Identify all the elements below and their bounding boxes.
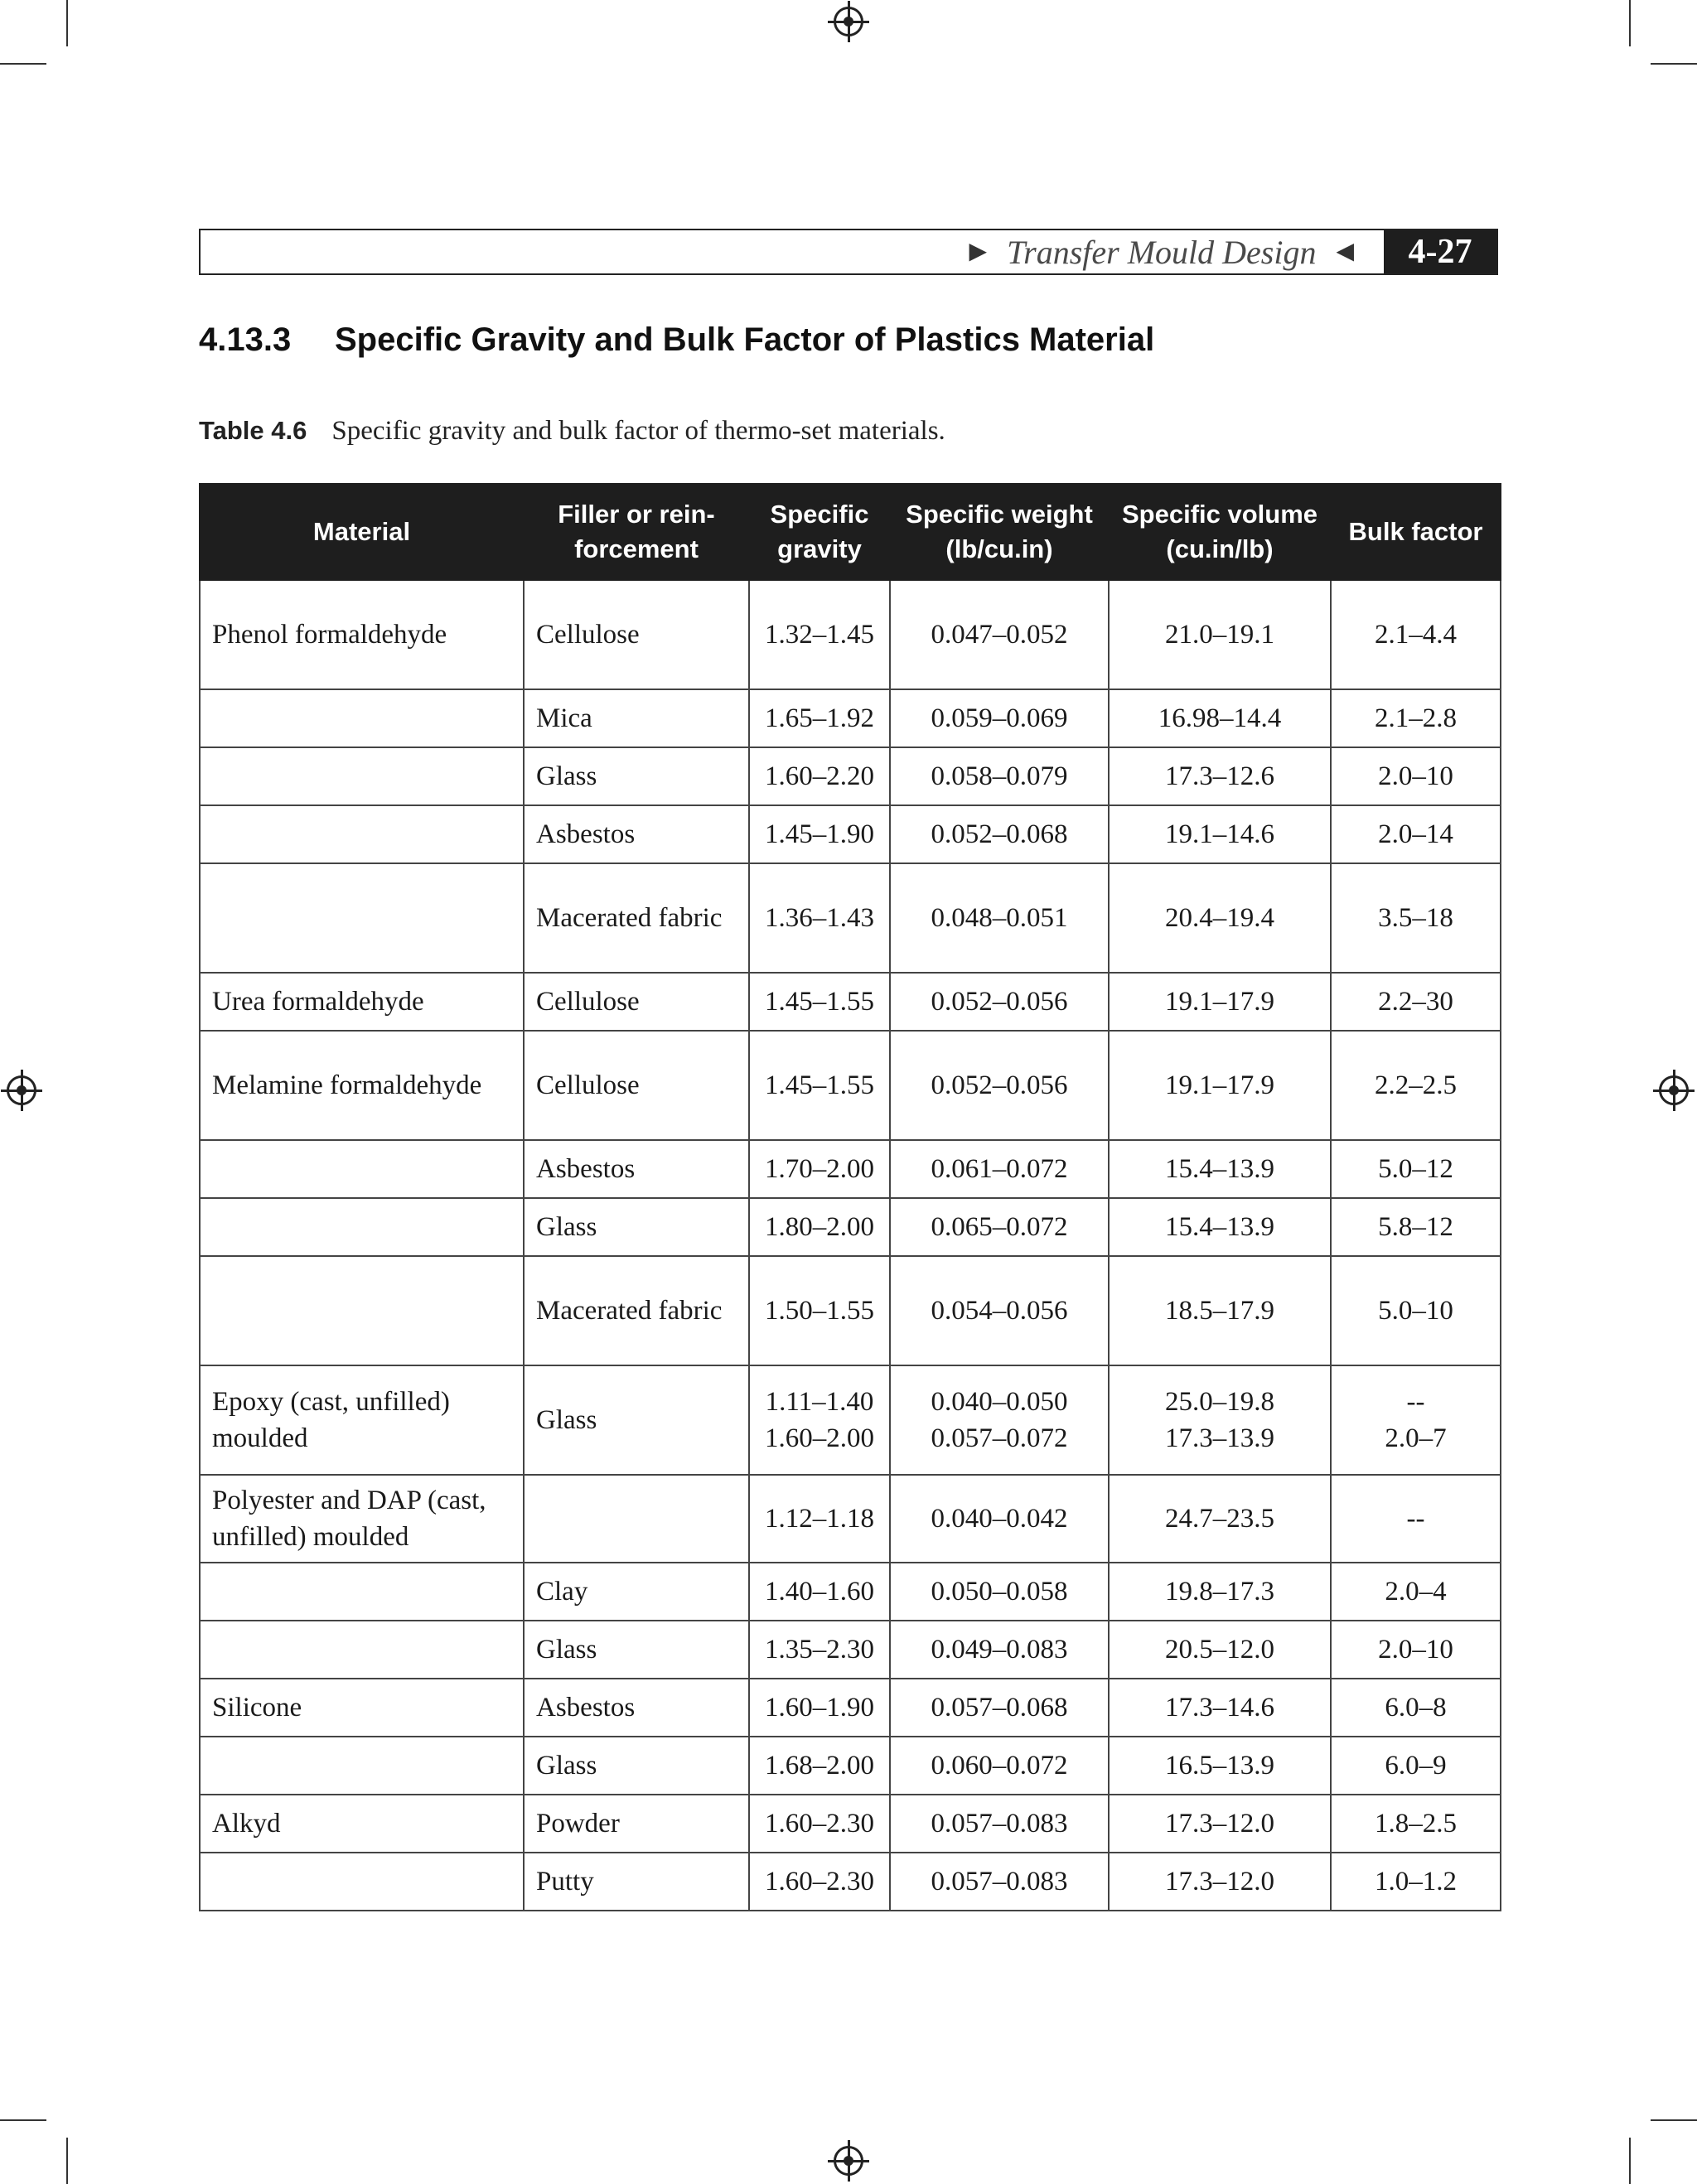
cell-text: 0.057–0.083	[931, 1867, 1068, 1897]
cell-filler: Glass	[524, 747, 749, 805]
cell-text: 16.5–13.9	[1165, 1751, 1274, 1781]
cell-text: 6.0–8	[1385, 1693, 1447, 1723]
cell-material	[200, 1365, 524, 1475]
registration-mark-icon	[7, 1075, 36, 1105]
cell-bulk-factor	[1331, 1737, 1501, 1795]
header-bulk-factor	[1331, 484, 1501, 580]
cell-specific-volume	[1109, 1679, 1331, 1737]
cell-specific-gravity	[749, 580, 890, 689]
cell-specific-weight	[890, 1563, 1109, 1621]
cell-text: 17.3–12.0	[1165, 1867, 1274, 1897]
cell-text: 0.047–0.052	[931, 620, 1068, 650]
cell-specific-weight	[890, 747, 1109, 805]
cell-text: 1.50–1.55	[765, 1296, 874, 1326]
cell-text: 1.60–2.30	[765, 1867, 874, 1897]
cell-material	[200, 1853, 524, 1911]
cell-filler: Cellulose	[524, 580, 749, 689]
cell-specific-weight	[890, 1475, 1109, 1563]
cell-text: 15.4–13.9	[1165, 1212, 1274, 1242]
cell-text: 5.8–12	[1378, 1212, 1453, 1242]
cell-text: moulded	[212, 1423, 308, 1453]
cell-text: Melamine formaldehyde	[212, 1070, 482, 1100]
table-row	[200, 1256, 1501, 1365]
cell-specific-gravity	[749, 863, 890, 973]
cell-text: 2.2–30	[1378, 987, 1453, 1017]
cell-specific-weight	[890, 1679, 1109, 1737]
cell-text: 1.0–1.2	[1375, 1867, 1457, 1897]
cell-filler: Putty	[524, 1853, 749, 1911]
cell-text: 0.048–0.051	[931, 903, 1068, 933]
table-header-row	[200, 484, 1501, 580]
cell-text: 1.65–1.92	[765, 703, 874, 733]
cell-specific-gravity	[749, 1140, 890, 1198]
cell-bulk-factor	[1331, 973, 1501, 1031]
right-triangle-icon: ▶	[969, 239, 988, 264]
cell-text: Alkyd	[212, 1809, 281, 1839]
cell-text: 15.4–13.9	[1165, 1154, 1274, 1184]
cell-text: 19.1–17.9	[1165, 987, 1274, 1017]
cell-specific-gravity	[749, 747, 890, 805]
header-text: Filler or rein-	[558, 500, 715, 529]
cell-filler: Glass	[524, 1621, 749, 1679]
cell-text: 18.5–17.9	[1165, 1296, 1274, 1326]
cell-bulk-factor	[1331, 1563, 1501, 1621]
cell-filler: Glass	[524, 1198, 749, 1256]
cell-specific-volume	[1109, 1853, 1331, 1911]
cell-bulk-factor	[1331, 580, 1501, 689]
cell-bulk-factor	[1331, 863, 1501, 973]
header-material	[200, 484, 524, 580]
cell-text: Urea formaldehyde	[212, 987, 424, 1017]
table-row	[200, 1621, 1501, 1679]
table-row	[200, 1365, 1501, 1475]
cell-bulk-factor	[1331, 1795, 1501, 1853]
cell-text: unfilled) moulded	[212, 1522, 409, 1552]
cell-text: 2.0–10	[1378, 1635, 1453, 1665]
table-label: Table 4.6	[199, 416, 307, 445]
cell-text: 1.45–1.90	[765, 819, 874, 849]
cell-text: Epoxy (cast, unfilled)	[212, 1387, 450, 1417]
cell-text: --	[1406, 1387, 1425, 1417]
cell-specific-volume	[1109, 973, 1331, 1031]
cell-filler: Macerated fabric	[524, 863, 749, 973]
cell-text: 1.60–1.90	[765, 1693, 874, 1723]
cell-material	[200, 1679, 524, 1737]
cell-material	[200, 1140, 524, 1198]
cell-text: 21.0–19.1	[1165, 620, 1274, 650]
header-specific-weight	[890, 484, 1109, 580]
cell-filler: Asbestos	[524, 805, 749, 863]
cell-text: 0.061–0.072	[931, 1154, 1068, 1184]
registration-mark-icon	[834, 7, 863, 36]
cell-text: 6.0–9	[1385, 1751, 1447, 1781]
cell-text: 1.70–2.00	[765, 1154, 874, 1184]
cell-text: 1.35–2.30	[765, 1635, 874, 1665]
table-row	[200, 1031, 1501, 1140]
table-row	[200, 863, 1501, 973]
cell-specific-weight	[890, 805, 1109, 863]
registration-mark-icon	[834, 2146, 863, 2176]
cell-text: 2.0–14	[1378, 819, 1453, 849]
cell-specific-volume	[1109, 1563, 1331, 1621]
cell-material	[200, 580, 524, 689]
cell-text: 17.3–12.0	[1165, 1809, 1274, 1839]
table-body	[200, 580, 1501, 1911]
cell-text: 1.11–1.40	[765, 1387, 874, 1417]
cell-bulk-factor	[1331, 689, 1501, 747]
crop-mark	[0, 63, 46, 65]
cell-text: 2.2–2.5	[1375, 1070, 1457, 1100]
cell-text: 25.0–19.8	[1165, 1387, 1274, 1417]
cell-text: 0.052–0.056	[931, 1070, 1068, 1100]
cell-bulk-factor	[1331, 1256, 1501, 1365]
registration-mark-icon	[1659, 1075, 1689, 1105]
table-row	[200, 1563, 1501, 1621]
table-row	[200, 1853, 1501, 1911]
running-header-title: Transfer Mould Design	[1007, 233, 1317, 271]
cell-material	[200, 1621, 524, 1679]
cell-text: 1.32–1.45	[765, 620, 874, 650]
cell-text: 17.3–12.6	[1165, 761, 1274, 791]
cell-text: 1.36–1.43	[765, 903, 874, 933]
cell-specific-volume	[1109, 1198, 1331, 1256]
cell-specific-gravity	[749, 689, 890, 747]
cell-specific-volume	[1109, 863, 1331, 973]
table-row	[200, 1140, 1501, 1198]
cell-text: 16.98–14.4	[1158, 703, 1282, 733]
cell-text: Phenol formaldehyde	[212, 620, 447, 650]
cell-text: 1.60–2.00	[765, 1423, 874, 1453]
cell-specific-volume	[1109, 1256, 1331, 1365]
cell-text: 0.052–0.056	[931, 987, 1068, 1017]
cell-bulk-factor	[1331, 1365, 1501, 1475]
cell-specific-weight	[890, 1256, 1109, 1365]
cell-text: 2.0–10	[1378, 761, 1453, 791]
cell-specific-weight	[890, 1737, 1109, 1795]
cell-specific-gravity	[749, 973, 890, 1031]
cell-text: 24.7–23.5	[1165, 1504, 1274, 1534]
cell-bulk-factor	[1331, 1679, 1501, 1737]
cell-specific-volume	[1109, 1795, 1331, 1853]
cell-text: 0.040–0.050	[931, 1387, 1068, 1417]
cell-text: 1.12–1.18	[765, 1504, 874, 1534]
crop-mark	[1629, 2138, 1631, 2184]
table-caption	[199, 416, 945, 447]
cell-text: 1.68–2.00	[765, 1751, 874, 1781]
cell-material	[200, 1198, 524, 1256]
cell-filler: Glass	[524, 1737, 749, 1795]
cell-filler: Asbestos	[524, 1140, 749, 1198]
cell-text: 0.040–0.042	[931, 1504, 1068, 1534]
cell-filler: Mica	[524, 689, 749, 747]
cell-text: 19.8–17.3	[1165, 1577, 1274, 1607]
cell-text: 1.60–2.20	[765, 761, 874, 791]
cell-filler	[524, 1475, 749, 1563]
table-row	[200, 689, 1501, 747]
cell-specific-gravity	[749, 1563, 890, 1621]
cell-filler: Powder	[524, 1795, 749, 1853]
table-row	[200, 1737, 1501, 1795]
cell-material	[200, 1795, 524, 1853]
header-text: Specific volume	[1121, 500, 1318, 529]
cell-material	[200, 1475, 524, 1563]
cell-specific-weight	[890, 1795, 1109, 1853]
header-filler	[524, 484, 749, 580]
header-text: (lb/cu.in)	[945, 534, 1053, 563]
cell-bulk-factor	[1331, 1853, 1501, 1911]
cell-text: 0.059–0.069	[931, 703, 1068, 733]
cell-specific-volume	[1109, 1475, 1331, 1563]
cell-specific-weight	[890, 973, 1109, 1031]
cell-text: 0.057–0.083	[931, 1809, 1068, 1839]
header-text: Bulk factor	[1348, 517, 1483, 546]
cell-bulk-factor	[1331, 1475, 1501, 1563]
cell-text: 5.0–10	[1378, 1296, 1453, 1326]
cell-text: 0.050–0.058	[931, 1577, 1068, 1607]
cell-text: 2.1–2.8	[1375, 703, 1457, 733]
cell-specific-volume	[1109, 580, 1331, 689]
table-row	[200, 1795, 1501, 1853]
cell-text: 1.60–2.30	[765, 1809, 874, 1839]
cell-text: 5.0–12	[1378, 1154, 1453, 1184]
cell-text: 0.058–0.079	[931, 761, 1068, 791]
table-row	[200, 1475, 1501, 1563]
cell-specific-gravity	[749, 1031, 890, 1140]
crop-mark	[66, 0, 68, 46]
cell-specific-weight	[890, 1140, 1109, 1198]
cell-bulk-factor	[1331, 805, 1501, 863]
cell-specific-volume	[1109, 805, 1331, 863]
cell-text: 1.40–1.60	[765, 1577, 874, 1607]
cell-text: 2.1–4.4	[1375, 620, 1457, 650]
crop-mark	[1651, 2119, 1697, 2121]
section-heading	[199, 321, 1154, 359]
cell-bulk-factor	[1331, 1198, 1501, 1256]
cell-text: 0.065–0.072	[931, 1212, 1068, 1242]
cell-specific-weight	[890, 1853, 1109, 1911]
cell-text: 1.45–1.55	[765, 987, 874, 1017]
cell-specific-gravity	[749, 1679, 890, 1737]
cell-text: 20.5–12.0	[1165, 1635, 1274, 1665]
crop-mark	[1651, 63, 1697, 65]
header-text: (cu.in/lb)	[1166, 534, 1274, 563]
header-text: Specific weight	[906, 500, 1093, 529]
cell-text: 1.45–1.55	[765, 1070, 874, 1100]
cell-text: 2.0–4	[1385, 1577, 1447, 1607]
cell-specific-weight	[890, 1198, 1109, 1256]
cell-specific-volume	[1109, 747, 1331, 805]
cell-specific-volume	[1109, 1365, 1331, 1475]
cell-specific-volume	[1109, 1140, 1331, 1198]
cell-specific-volume	[1109, 1031, 1331, 1140]
cell-filler: Cellulose	[524, 1031, 749, 1140]
crop-mark	[66, 2138, 68, 2184]
cell-specific-weight	[890, 689, 1109, 747]
cell-text: 0.060–0.072	[931, 1751, 1068, 1781]
cell-text: 0.057–0.072	[931, 1423, 1068, 1453]
cell-material	[200, 973, 524, 1031]
table-row	[200, 580, 1501, 689]
header-text: Material	[312, 517, 411, 546]
cell-specific-gravity	[749, 1737, 890, 1795]
cell-bulk-factor	[1331, 1140, 1501, 1198]
running-header	[199, 229, 1498, 275]
cell-specific-weight	[890, 1365, 1109, 1475]
cell-specific-weight	[890, 1621, 1109, 1679]
cell-text: Silicone	[212, 1693, 302, 1723]
cell-material	[200, 805, 524, 863]
cell-specific-gravity	[749, 1256, 890, 1365]
cell-text: 19.1–14.6	[1165, 819, 1274, 849]
cell-text: 0.049–0.083	[931, 1635, 1068, 1665]
cell-text: 1.8–2.5	[1375, 1809, 1457, 1839]
cell-text: --	[1406, 1504, 1425, 1534]
table-caption-text: Specific gravity and bulk factor of thermo-set materials.	[331, 416, 945, 446]
cell-text: 0.054–0.056	[931, 1296, 1068, 1326]
cell-specific-gravity	[749, 1365, 890, 1475]
data-table	[199, 483, 1501, 1911]
cell-specific-volume	[1109, 1737, 1331, 1795]
table-row	[200, 973, 1501, 1031]
cell-material	[200, 1031, 524, 1140]
cell-material	[200, 1563, 524, 1621]
cell-bulk-factor	[1331, 747, 1501, 805]
cell-filler: Macerated fabric	[524, 1256, 749, 1365]
cell-specific-weight	[890, 863, 1109, 973]
cell-text: 1.80–2.00	[765, 1212, 874, 1242]
cell-specific-gravity	[749, 805, 890, 863]
crop-mark	[1629, 0, 1631, 46]
table-row	[200, 1198, 1501, 1256]
cell-text: 2.0–7	[1385, 1423, 1447, 1453]
cell-material	[200, 863, 524, 973]
cell-text: 0.057–0.068	[931, 1693, 1068, 1723]
cell-text: 19.1–17.9	[1165, 1070, 1274, 1100]
cell-specific-gravity	[749, 1795, 890, 1853]
cell-filler: Asbestos	[524, 1679, 749, 1737]
cell-specific-volume	[1109, 1621, 1331, 1679]
cell-bulk-factor	[1331, 1621, 1501, 1679]
cell-text: 17.3–14.6	[1165, 1693, 1274, 1723]
cell-material	[200, 689, 524, 747]
cell-material	[200, 1256, 524, 1365]
cell-bulk-factor	[1331, 1031, 1501, 1140]
section-number: 4.13.3	[199, 321, 292, 358]
cell-specific-gravity	[749, 1475, 890, 1563]
left-triangle-icon: ◀	[1336, 239, 1354, 264]
cell-filler: Cellulose	[524, 973, 749, 1031]
page-number: 4-27	[1384, 230, 1496, 273]
header-text: forcement	[574, 534, 699, 563]
header-specific-gravity	[749, 484, 890, 580]
crop-mark	[0, 2119, 46, 2121]
cell-filler: Glass	[524, 1365, 749, 1475]
cell-specific-gravity	[749, 1198, 890, 1256]
cell-specific-volume	[1109, 689, 1331, 747]
cell-material	[200, 747, 524, 805]
cell-text: Polyester and DAP (cast,	[212, 1486, 486, 1515]
cell-specific-gravity	[749, 1853, 890, 1911]
cell-text: 0.052–0.068	[931, 819, 1068, 849]
table-row	[200, 1679, 1501, 1737]
header-text: gravity	[777, 534, 862, 563]
cell-material	[200, 1737, 524, 1795]
table-row	[200, 747, 1501, 805]
cell-filler: Clay	[524, 1563, 749, 1621]
header-specific-volume	[1109, 484, 1331, 580]
cell-specific-weight	[890, 580, 1109, 689]
cell-text: 3.5–18	[1378, 903, 1453, 933]
cell-text: 20.4–19.4	[1165, 903, 1274, 933]
table-row	[200, 805, 1501, 863]
section-title: Specific Gravity and Bulk Factor of Plastics Material	[335, 321, 1155, 358]
cell-text: 17.3–13.9	[1165, 1423, 1274, 1453]
header-text: Specific	[770, 500, 869, 529]
cell-specific-gravity	[749, 1621, 890, 1679]
cell-specific-weight	[890, 1031, 1109, 1140]
